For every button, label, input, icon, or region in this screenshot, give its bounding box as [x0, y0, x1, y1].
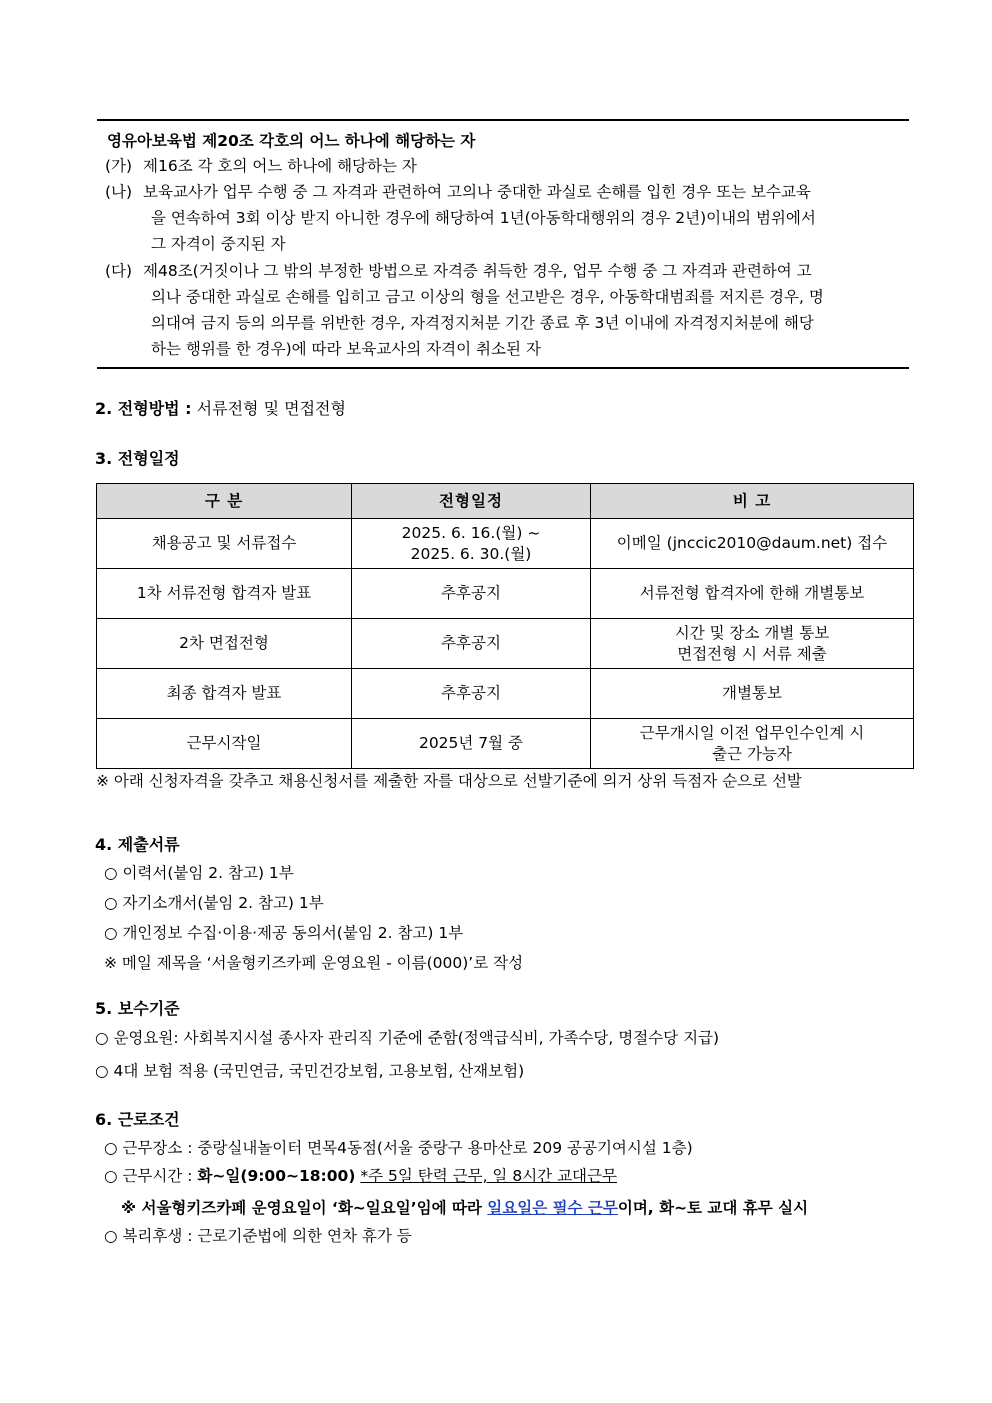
cell-remarks: 개별통보: [591, 669, 914, 719]
section-conditions-title: 6. 근로조건: [95, 1110, 180, 1129]
schedule-note: ※ 아래 신청자격을 갖추고 채용신청서를 제출한 자를 대상으로 선발기준에 의거 상위 득점자 순으로 선발: [96, 772, 802, 790]
salary-item: ○ 4대 보험 적용 (국민연금, 국민건강보험, 고용보험, 산재보험): [95, 1062, 525, 1080]
document-item: ○ 자기소개서(붙임 2. 참고) 1부: [104, 894, 324, 912]
item-line: 을 연속하여 3회 이상 받지 아니한 경우에 해당하여 1년(아동학대행위의 경우 2년)이내의 범위에서: [151, 209, 816, 227]
item-line: 의나 중대한 과실로 손해를 입히고 금고 이상의 형을 선고받은 경우, 아동학대범죄를 저지른 경우, 명: [151, 288, 824, 306]
cell-schedule: [352, 519, 591, 569]
cell-category: 채용공고 및 서류접수: [97, 519, 352, 569]
header-remarks: 비 고: [591, 484, 914, 519]
section-title: 2. 전형방법 :: [95, 399, 192, 418]
section-schedule-title: 3. 전형일정: [95, 449, 180, 468]
header-schedule: 전형일정: [352, 484, 591, 519]
cell-remarks: 이메일 (jnccic2010@daum.net) 접수: [591, 519, 914, 569]
work-place: ○ 근무장소 : 중랑실내놀이터 면목4동점(서울 중랑구 용마산로 209 공공기여시설 1층): [104, 1139, 693, 1157]
cell-category: 1차 서류전형 합격자 발표: [97, 569, 352, 619]
table-row: [97, 619, 914, 669]
item-line: 하는 행위를 한 경우)에 따라 보육교사의 자격이 취소된 자: [151, 340, 541, 358]
note-suffix: 이며, 화~토 교대 휴무 실시: [617, 1199, 809, 1217]
section-text: 서류전형 및 면접전형: [191, 399, 346, 418]
work-time-hours: 화~일(9:00~18:00): [197, 1167, 356, 1185]
item-line: 제48조(거짓이나 그 밖의 부정한 방법으로 자격증 취득한 경우, 업무 수행 중 그 자격과 관련하여 고: [143, 262, 812, 280]
note-highlight: 일요일은 필수 근무: [487, 1199, 618, 1217]
header-category: 구 분: [97, 484, 352, 519]
document-item: ○ 이력서(붙임 2. 참고) 1부: [104, 864, 294, 882]
cell-line: 2025. 6. 16.(월) ~: [401, 523, 541, 542]
operating-days-note: [121, 1196, 808, 1218]
document-note: ※ 메일 제목을 ‘서울형키즈카페 운영요원 - 이름(000)’로 작성: [104, 954, 524, 972]
cell-schedule: 추후공지: [352, 619, 591, 669]
item-marker: (다): [105, 262, 133, 280]
disqualification-box: [97, 119, 909, 369]
item-line: 제16조 각 호의 어느 하나에 해당하는 자: [143, 157, 417, 175]
document-item: ○ 개인정보 수집·이용·제공 동의서(붙임 2. 참고) 1부: [104, 924, 464, 942]
cell-remarks: [591, 619, 914, 669]
cell-line: 면접전형 시 서류 제출: [677, 644, 827, 663]
cell-category: 2차 면접전형: [97, 619, 352, 669]
work-time-shift: *주 5일 탄력 근무, 일 8시간 교대근무: [360, 1167, 617, 1185]
work-time-prefix: ○ 근무시간 :: [104, 1167, 198, 1185]
section-salary-title: 5. 보수기준: [95, 999, 180, 1018]
cell-line: 근무개시일 이전 업무인수인계 시: [639, 723, 865, 742]
cell-schedule: 2025년 7월 중: [352, 719, 591, 769]
section-selection-method: [95, 396, 346, 419]
cell-category: 최종 합격자 발표: [97, 669, 352, 719]
table-row: [97, 719, 914, 769]
table-header-row: [97, 484, 914, 519]
cell-line: 시간 및 장소 개별 통보: [674, 623, 830, 642]
work-time: [104, 1164, 617, 1186]
cell-remarks: 서류전형 합격자에 한해 개별통보: [591, 569, 914, 619]
disqualification-item-ga: [105, 153, 901, 179]
salary-item: ○ 운영요원: 사회복지시설 종사자 관리직 기준에 준함(정액급식비, 가족수당, 명절수당 지급): [95, 1029, 720, 1047]
section-documents-title: 4. 제출서류: [95, 835, 180, 854]
item-marker: (나): [105, 183, 133, 201]
cell-line: 2025. 6. 30.(월): [410, 544, 532, 563]
welfare: ○ 복리후생 : 근로기준법에 의한 연차 휴가 등: [104, 1227, 412, 1245]
note-prefix: ※ 서울형키즈카페 운영요일이 ‘화~일요일’임에 따라: [121, 1199, 488, 1217]
item-line: 그 자격이 중지된 자: [151, 235, 286, 253]
cell-schedule: 추후공지: [352, 669, 591, 719]
table-row: [97, 519, 914, 569]
cell-remarks: [591, 719, 914, 769]
table-row: [97, 569, 914, 619]
cell-line: 출근 가능자: [712, 744, 792, 763]
cell-schedule: 추후공지: [352, 569, 591, 619]
item-marker: (가): [105, 157, 133, 175]
schedule-table: [96, 483, 914, 769]
table-row: [97, 669, 914, 719]
item-line: 의대여 금지 등의 의무를 위반한 경우, 자격정지처분 기간 종료 후 3년 이내에 자격정지처분에 해당: [151, 314, 814, 332]
cell-category: 근무시작일: [97, 719, 352, 769]
disqualification-heading: 영유아보육법 제20조 각호의 어느 하나에 해당하는 자: [107, 132, 476, 150]
disqualification-item-da: [105, 258, 901, 362]
disqualification-item-na: [105, 179, 901, 257]
item-line: 보육교사가 업무 수행 중 그 자격과 관련하여 고의나 중대한 과실로 손해를 입힌 경우 또는 보수교육: [143, 183, 811, 201]
